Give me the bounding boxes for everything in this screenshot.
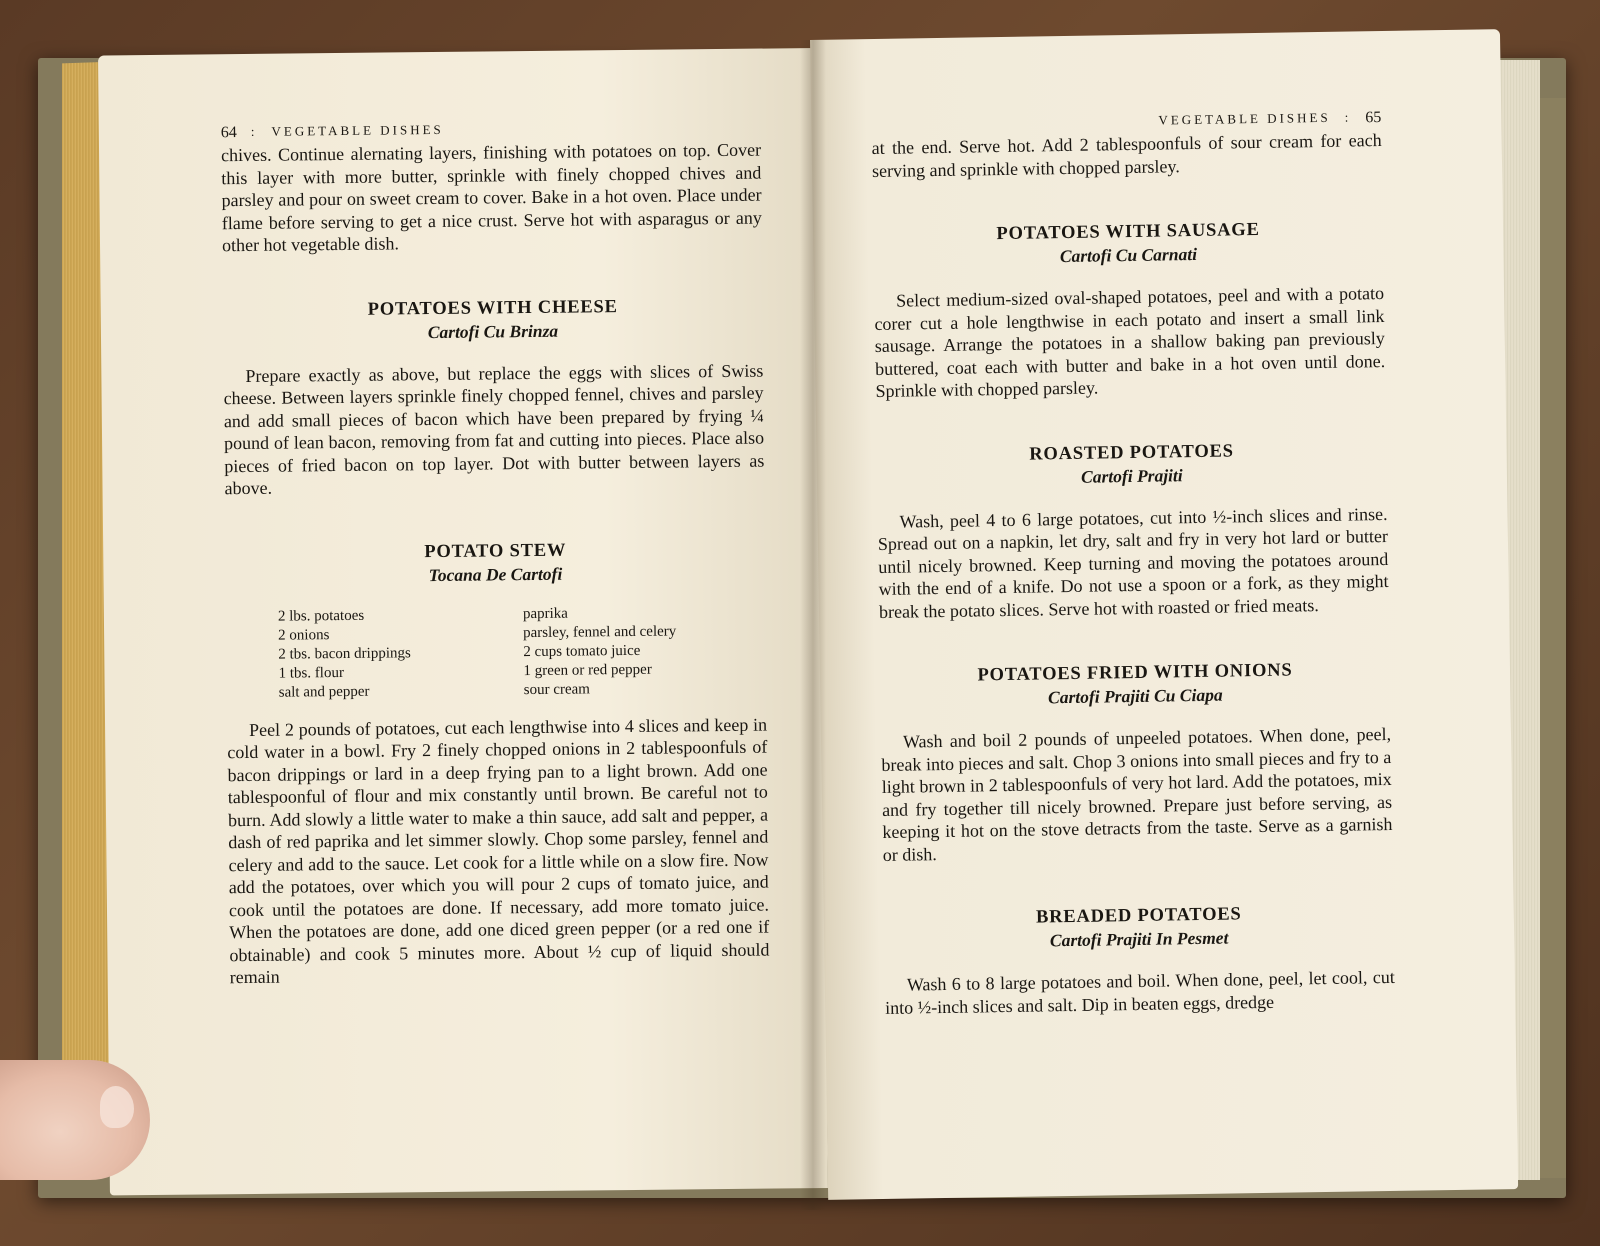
ingredient: parsley, fennel and celery [523, 622, 677, 641]
ingredient: 2 tbs. bacon drippings [278, 644, 411, 663]
section-title: VEGETABLE DISHES [271, 121, 444, 139]
recipe-subtitle: Cartofi Cu Carnati [1059, 243, 1198, 267]
recipe-roasted-potatoes [876, 438, 1389, 622]
ingredient: salt and pepper [278, 683, 370, 701]
running-head-right: VEGETABLE DISHES : 65 [871, 109, 1381, 135]
thumb [0, 1060, 150, 1180]
ingredient: paprika [522, 605, 568, 622]
section-title: VEGETABLE DISHES [1158, 109, 1331, 128]
recipe-potatoes-with-cheese [223, 295, 765, 500]
recipe-potatoes-with-sausage [873, 218, 1386, 402]
continued-text: chives. Continue alernating layers, finishing with potatoes on top. Cover this layer with more butter, sprinkle with finely chopped chives and parsley and pour on sweet cream to cover. Bake in a hot oven. Place under flame before serving to get a nice crust. Serve hot with asparagus or any other hot vegetable dish. [220, 139, 762, 256]
ingredient: 1 tbs. flour [278, 664, 345, 682]
recipe-subtitle: Cartofi Prajiti In Pesmet [1049, 927, 1229, 951]
page-number: 64 [220, 124, 237, 142]
right-page [810, 29, 1518, 1200]
recipe-subtitle: Tocana De Cartofi [428, 563, 563, 585]
recipe-subtitle: Cartofi Cu Brinza [427, 320, 559, 342]
ingredient: 2 onions [278, 626, 330, 644]
ingredient: 1 green or red pepper [523, 661, 652, 679]
recipe-title: POTATO STEW [424, 540, 567, 562]
recipe-text: Wash, peel 4 to 6 large potatoes, cut into ½-inch slices and rinse. Spread out on a napkin, let dry, salt and fry in very hot lard or butter until nicely browned. Keep turning and moving the potatoes around with the end of a knife. Do not use a spoon or a fork, as they might break the potato slices. Serve hot with roasted or fried meats. [877, 503, 1389, 622]
recipe-title: ROASTED POTATOES [1029, 440, 1234, 465]
recipe-subtitle: Cartofi Prajiti Cu Ciapa [1047, 684, 1223, 708]
page-number: 65 [1365, 109, 1382, 127]
ingredient: sour cream [523, 680, 591, 698]
recipe-text: Wash and boil 2 pounds of unpeeled potatoes. When done, peel, break into pieces and salt. Chop 3 onions into small pieces and fry to a light brown in 2 tablespoonfuls of very hot lard. Add the potatoes, mix and fry together till nicely browned. Prepare just before serving, as keeping it hot on the stove detracts from the taste. Serve as a garnish or dish. [881, 723, 1393, 865]
recipe-title: POTATOES WITH CHEESE [367, 296, 618, 320]
ingredient: 2 cups tomato juice [523, 642, 641, 660]
book-gutter [800, 40, 826, 1210]
recipe-title: POTATOES WITH SAUSAGE [996, 219, 1260, 245]
ingredient: 2 lbs. potatoes [277, 607, 365, 625]
running-head-left: 64 : VEGETABLE DISHES [220, 121, 444, 142]
recipe-potatoes-fried-with-onions [880, 659, 1393, 866]
recipe-text: Prepare exactly as above, but replace the eggs with slices of Swiss cheese. Between layers sprinkle finely chopped fennel, chives and parsley and add small pieces of bacon which have been prepared by frying ¼ pound of lean bacon, removing from fat and cutting into pieces. Place also pieces of fried bacon on top layer. Dot with butter between layers as above. [223, 360, 765, 499]
recipe-title: BREADED POTATOES [1035, 904, 1242, 928]
left-page [98, 48, 828, 1195]
recipe-breaded-potatoes [884, 902, 1396, 1019]
ingredient-list [278, 602, 767, 702]
recipe-potato-stew [225, 538, 770, 989]
recipe-text: Select medium-sized oval-shaped potatoes, peel and with a potato corer cut a hole lengthwise in each potato and insert a small link sausage. Arrange the potatoes in a shallow baking pan previously buttered, coat each with butter and bake in a hot oven until done. Sprinkle with chopped parsley. [874, 283, 1386, 402]
recipe-subtitle: Cartofi Prajiti [1080, 464, 1183, 487]
recipe-title: POTATOES FRIED WITH ONIONS [977, 660, 1293, 686]
recipe-text: Wash 6 to 8 large potatoes and boil. When done, peel, let cool, cut into ½-inch slices and salt. Dip in beaten eggs, dredge [885, 966, 1395, 1018]
recipe-text: Peel 2 pounds of potatoes, cut each lengthwise into 4 slices and keep in cold water in a bowl. Fry 2 finely chopped onions in 2 tablespoonfuls of bacon drippings or lard in a deep frying pan to a light brown. Add one tablespoonful of flour and mix constantly until brown. Be careful not to burn. Add slowly a little water to make a thin sauce, add salt and pepper, a dash of red paprika and let simmer slowly. Chop some parsley, fennel and celery and add to the sauce. Let cook for a little while on a slow fire. Now add the potatoes, over which you will pour 2 cups of tomato juice, and cook until the potatoes are done. If necessary, add more tomato juice. When the potatoes are done, add one diced green pepper (or a red one if obtainable) and cook 5 minutes more. About ½ cup of liquid should remain [227, 714, 770, 988]
continued-text: at the end. Serve hot. Add 2 tablespoonfuls of sour cream for each serving and sprinkle with chopped parsley. [871, 130, 1382, 181]
